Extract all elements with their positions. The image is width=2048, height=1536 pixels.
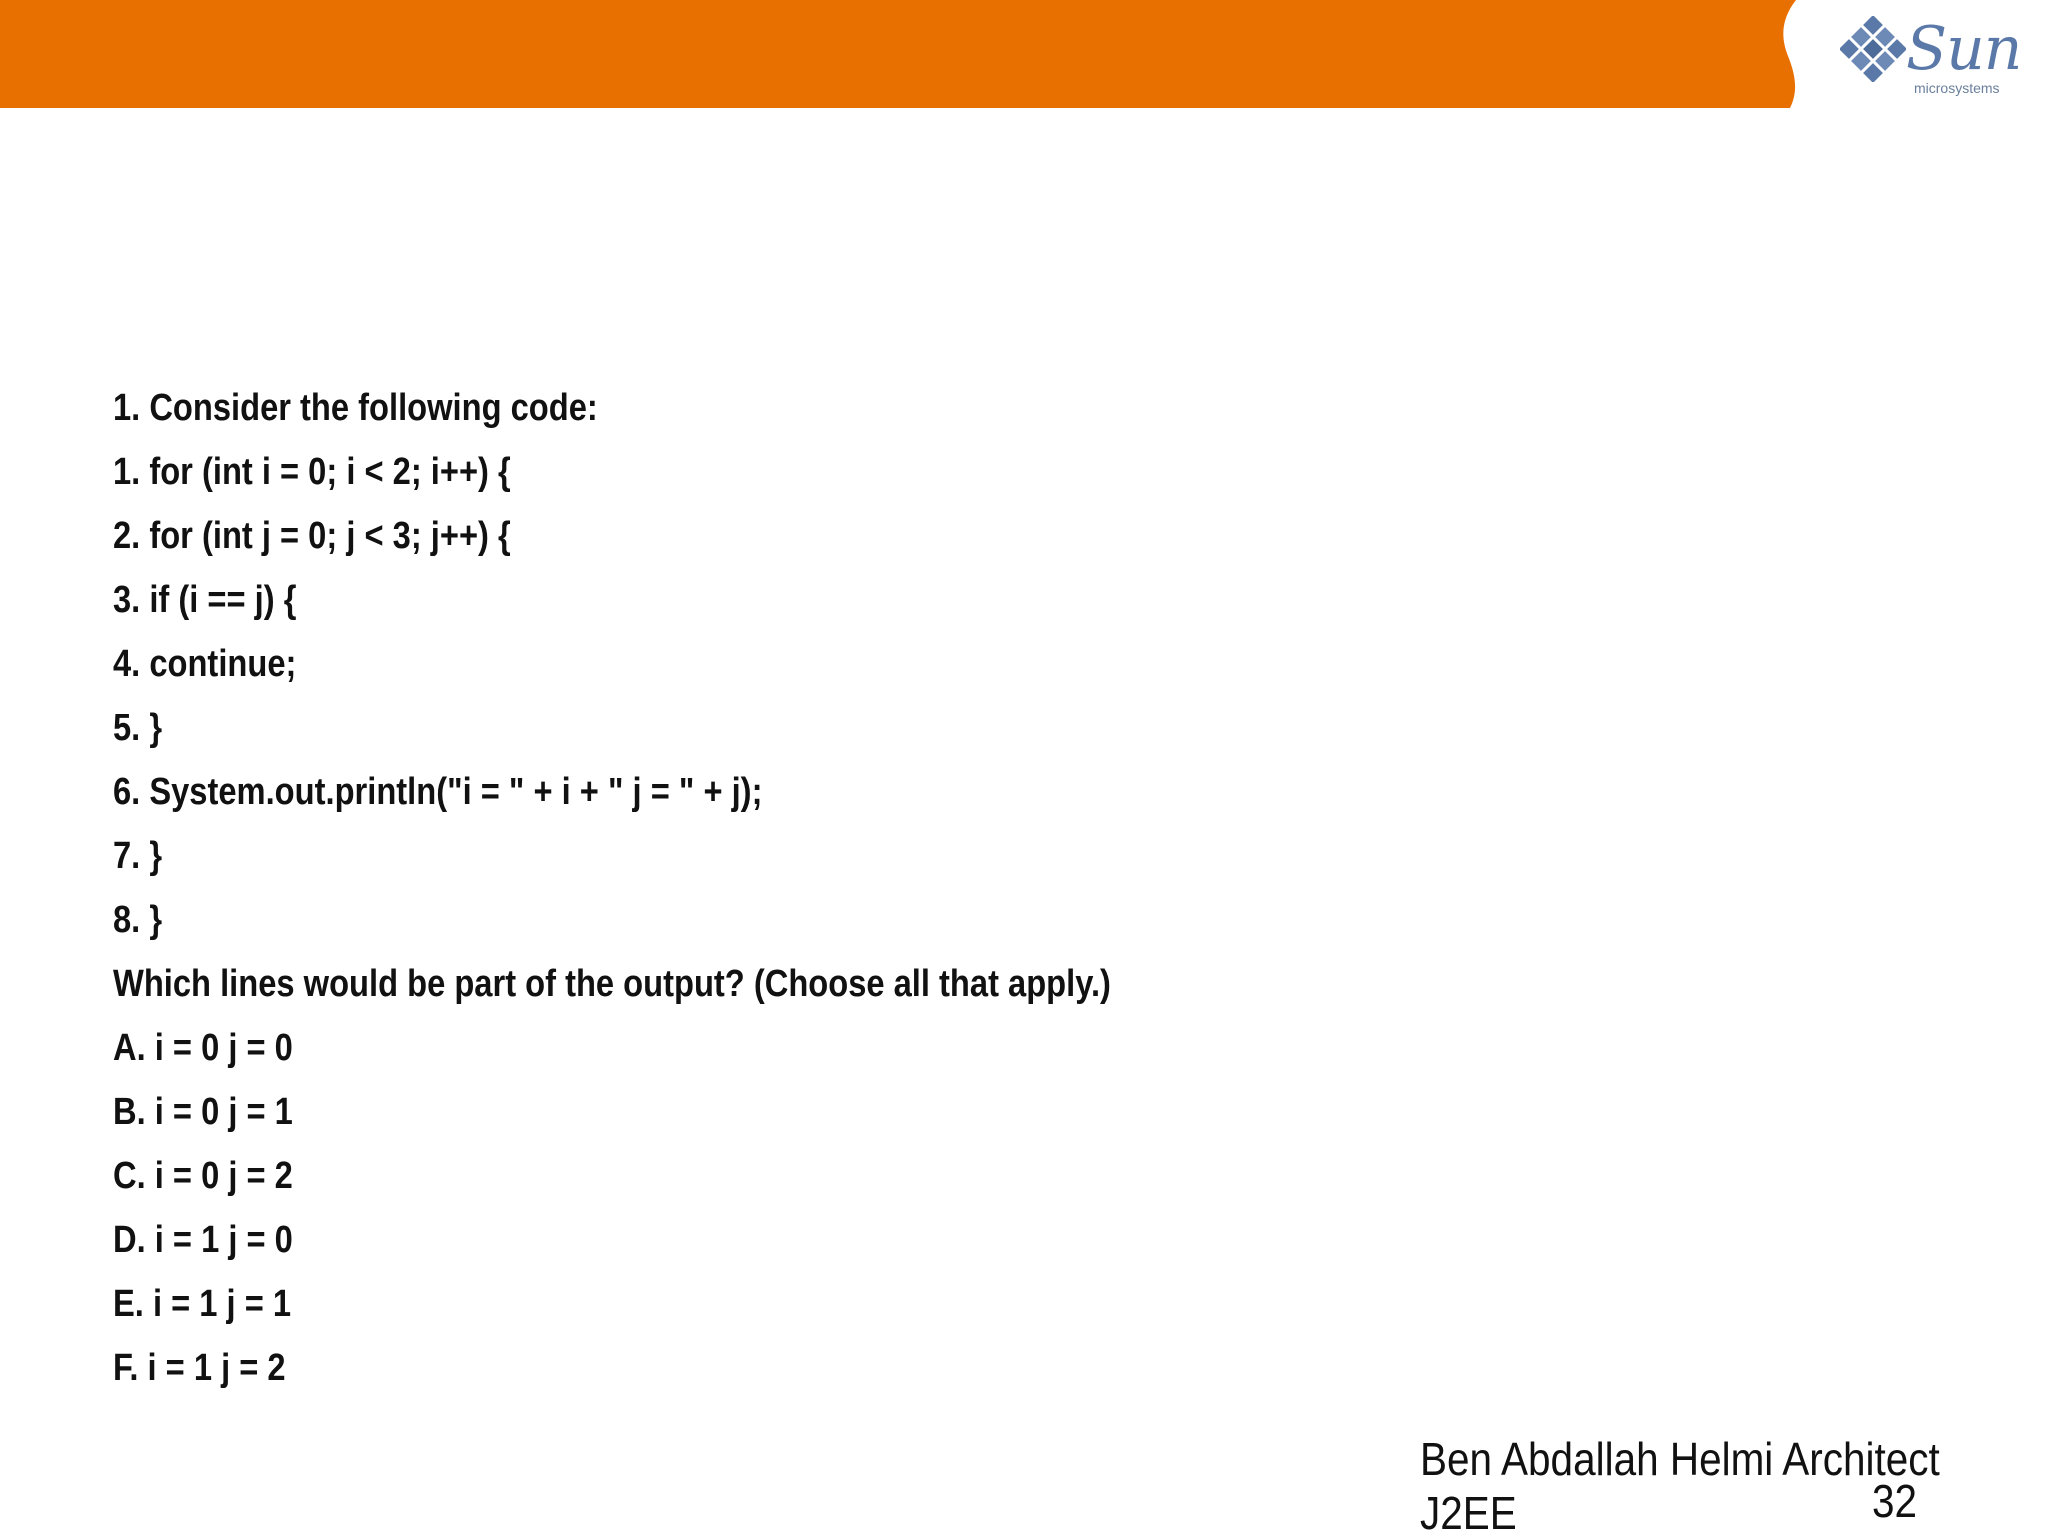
answer-option-a: A. i = 0 j = 0 [113, 1027, 293, 1069]
question-prompt: Which lines would be part of the output? (Choose all that apply.) [113, 963, 1111, 1005]
logo-wordmark: Sun [1906, 14, 2022, 84]
logo-subtitle: microsystems [1914, 80, 2000, 96]
question-heading: 1. Consider the following code: [113, 387, 598, 429]
code-line-3: 3. if (i == j) { [113, 579, 297, 621]
code-line-2: 2. for (int j = 0; j < 3; j++) { [113, 515, 511, 557]
sun-microsystems-logo [1840, 16, 2020, 106]
answer-option-f: F. i = 1 j = 2 [113, 1347, 286, 1389]
code-line-6: 6. System.out.println("i = " + i + " j = " + j); [113, 771, 763, 813]
answer-option-b: B. i = 0 j = 1 [113, 1091, 293, 1133]
code-line-7: 7. } [113, 835, 163, 877]
answer-option-c: C. i = 0 j = 2 [113, 1155, 293, 1197]
page-number: 32 [1872, 1475, 1918, 1527]
code-line-4: 4. continue; [113, 643, 297, 685]
code-line-1: 1. for (int i = 0; i < 2; i++) { [113, 451, 511, 493]
header-bar-shape [0, 0, 2048, 108]
code-line-8: 8. } [113, 899, 163, 941]
footer-course: J2EE [1420, 1487, 1517, 1536]
header-bar [0, 0, 2048, 108]
answer-option-d: D. i = 1 j = 0 [113, 1219, 293, 1261]
footer-author: Ben Abdallah Helmi Architect [1420, 1433, 1940, 1485]
sun-diamond-icon [1840, 16, 1906, 82]
question-block [113, 376, 1413, 1400]
footer [1420, 1432, 1980, 1536]
code-line-5: 5. } [113, 707, 163, 749]
answer-option-e: E. i = 1 j = 1 [113, 1283, 292, 1325]
